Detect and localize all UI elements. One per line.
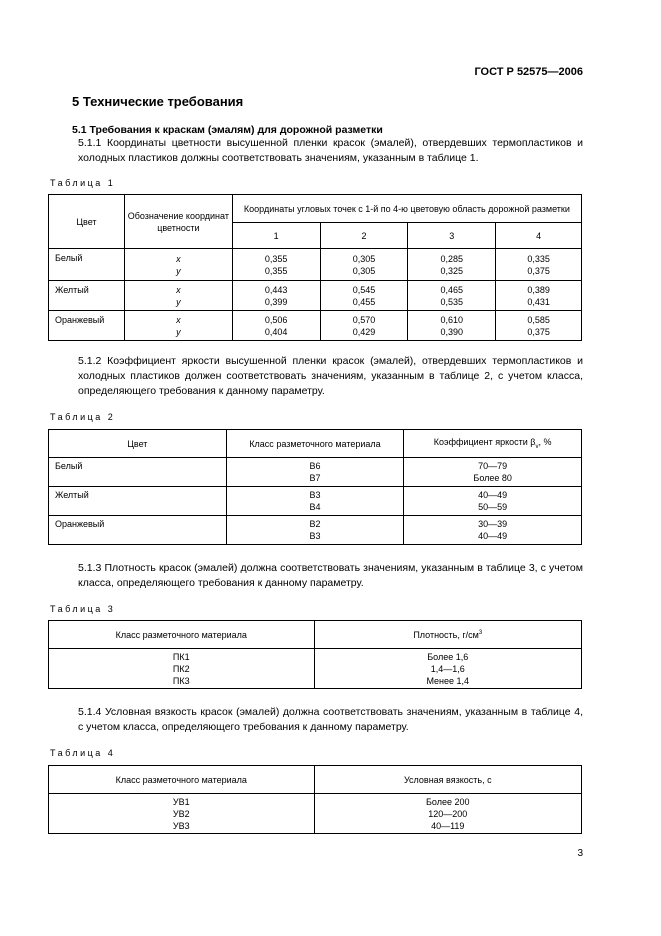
t2-val: 30—39 <box>478 519 508 529</box>
t1-val: 0,465 <box>440 284 464 295</box>
table1-caption: Таблица 1 <box>50 178 116 188</box>
t1-head-coord: Обозначение координат цветности <box>124 195 232 249</box>
t1-head-color: Цвет <box>49 195 125 249</box>
t1-val: 0,570 <box>352 314 376 325</box>
t1-sym-x: x <box>176 253 181 264</box>
t1-point-3: 3 <box>408 223 496 249</box>
t1-val: 0,455 <box>352 296 376 307</box>
table-row <box>49 516 582 545</box>
t4-head-class: Класс разметочного материала <box>49 766 315 794</box>
table-row <box>49 249 582 281</box>
t4-val: 120—200 <box>428 808 468 819</box>
standard-id: ГОСТ Р 52575—2006 <box>474 66 583 78</box>
paragraph-5-1-2: 5.1.2 Коэффициент яркости высушенной пленки красок (эмалей), отвердевших термопластиков и холодных пластиков должен соответствовать значениям, указанным в таблице 2, с учетом класса, определяющего требования к данному параметру. <box>78 355 583 397</box>
t3-head-class: Класс разметочного материала <box>49 621 315 649</box>
t2-val: 40—49 <box>478 490 508 500</box>
t1-val: 0,404 <box>264 326 288 337</box>
t1-point-1: 1 <box>232 223 320 249</box>
t3-class: ПК3 <box>172 675 190 686</box>
table3-caption: Таблица 3 <box>50 604 116 614</box>
t3-class: ПК2 <box>172 663 190 674</box>
t1-color: Белый <box>49 249 125 281</box>
t1-val: 0,325 <box>440 265 464 276</box>
t2-class: В3 <box>309 490 321 500</box>
t1-sym-y: y <box>176 265 181 276</box>
t1-val: 0,545 <box>352 284 376 295</box>
table-1 <box>48 194 582 341</box>
t3-val: 1,4—1,6 <box>430 663 465 674</box>
t2-val: Более 80 <box>473 473 512 483</box>
t1-val: 0,535 <box>440 296 464 307</box>
t2-class: В6 <box>309 461 321 471</box>
t1-val: 0,335 <box>527 253 550 264</box>
t3-class: ПК1 <box>172 651 190 662</box>
t1-point-2: 2 <box>320 223 408 249</box>
t2-head-class: Класс разметочного материала <box>226 430 404 458</box>
t3-head-density: Плотность, $г/см^3$ <box>314 621 582 649</box>
t2-class: В3 <box>309 531 321 541</box>
t1-val: 0,399 <box>264 296 288 307</box>
t1-val: 0,506 <box>264 314 288 325</box>
t1-val: 0,429 <box>352 326 376 337</box>
t4-class: УВ1 <box>172 796 190 807</box>
t1-val: 0,375 <box>527 265 550 276</box>
t2-val: 50—59 <box>478 502 508 512</box>
t1-color: Оранжевый <box>49 311 125 341</box>
page-number: 3 <box>577 848 583 859</box>
t4-val: 40—119 <box>431 820 465 831</box>
t1-head-group: Координаты угловых точек с 1-й по 4-ю цветовую область дорожной разметки <box>232 195 581 223</box>
t3-val: Более 1,6 <box>427 651 469 662</box>
t1-val: 0,389 <box>527 284 550 295</box>
t2-val: 40—49 <box>478 531 508 541</box>
subsection-title: 5.1 Требования к краскам (эмалям) для дорожной разметки <box>72 124 383 136</box>
t4-class: УВ3 <box>172 820 190 831</box>
paragraph-5-1-3: 5.1.3 Плотность красок (эмалей) должна соответствовать значениям, указанным в таблице 3, с учетом класса, определяющего требования к данному параметру. <box>78 562 583 589</box>
t2-class: В7 <box>309 473 321 483</box>
section-title: 5 Технические требования <box>72 94 244 109</box>
t1-color: Желтый <box>49 281 125 311</box>
table-4 <box>48 765 582 834</box>
t1-sym-y: y <box>176 326 181 337</box>
t1-val: 0,305 <box>352 265 376 276</box>
t1-val: 0,390 <box>440 326 464 337</box>
t1-val: 0,610 <box>440 314 464 325</box>
t1-val: 0,375 <box>527 326 550 337</box>
t2-class: В4 <box>309 502 321 512</box>
table-row <box>49 458 582 487</box>
t2-head-color: Цвет <box>49 430 227 458</box>
t1-val: 0,285 <box>440 253 464 264</box>
t4-val: Более 200 <box>426 796 470 807</box>
t1-val: 0,355 <box>264 265 288 276</box>
t2-class: В2 <box>309 519 321 529</box>
t1-sym-x: x <box>176 314 181 325</box>
table-row <box>49 649 582 689</box>
table2-caption: Таблица 2 <box>50 412 116 422</box>
table-row <box>49 794 582 834</box>
t4-head-visc: Условная вязкость, с <box>314 766 581 794</box>
t1-val: 0,431 <box>527 296 550 307</box>
t1-val: 0,305 <box>352 253 376 264</box>
t2-color: Желтый <box>49 487 227 516</box>
table4-caption: Таблица 4 <box>50 748 116 758</box>
t1-val: 0,585 <box>527 314 550 325</box>
table-row <box>49 311 582 341</box>
t2-head-coef: Коэффициент яркости $\beta_v$, % <box>404 430 582 458</box>
t2-val: 70—79 <box>478 461 508 471</box>
t2-color: Оранжевый <box>49 516 227 545</box>
t3-val: Менее 1,4 <box>426 675 470 686</box>
t4-class: УВ2 <box>172 808 190 819</box>
paragraph-5-1-1: 5.1.1 Координаты цветности высушенной пленки красок (эмалей), отвердевших термопластиков и холодных пластиков должны соответствовать значениям, указанным в таблице 1. <box>78 137 583 164</box>
table-row <box>49 487 582 516</box>
t1-point-4: 4 <box>496 223 582 249</box>
table-2 <box>48 429 582 545</box>
paragraph-5-1-4: 5.1.4 Условная вязкость красок (эмалей) должна соответствовать значениям, указанным в таблице 4, с учетом класса, определяющего требования к данному параметру. <box>78 706 583 733</box>
table-3 <box>48 620 582 689</box>
table-row <box>49 281 582 311</box>
t1-sym-x: x <box>176 284 181 295</box>
t1-val: 0,355 <box>264 253 288 264</box>
t2-color: Белый <box>49 458 227 487</box>
t1-sym-y: y <box>176 296 181 307</box>
t1-val: 0,443 <box>264 284 288 295</box>
